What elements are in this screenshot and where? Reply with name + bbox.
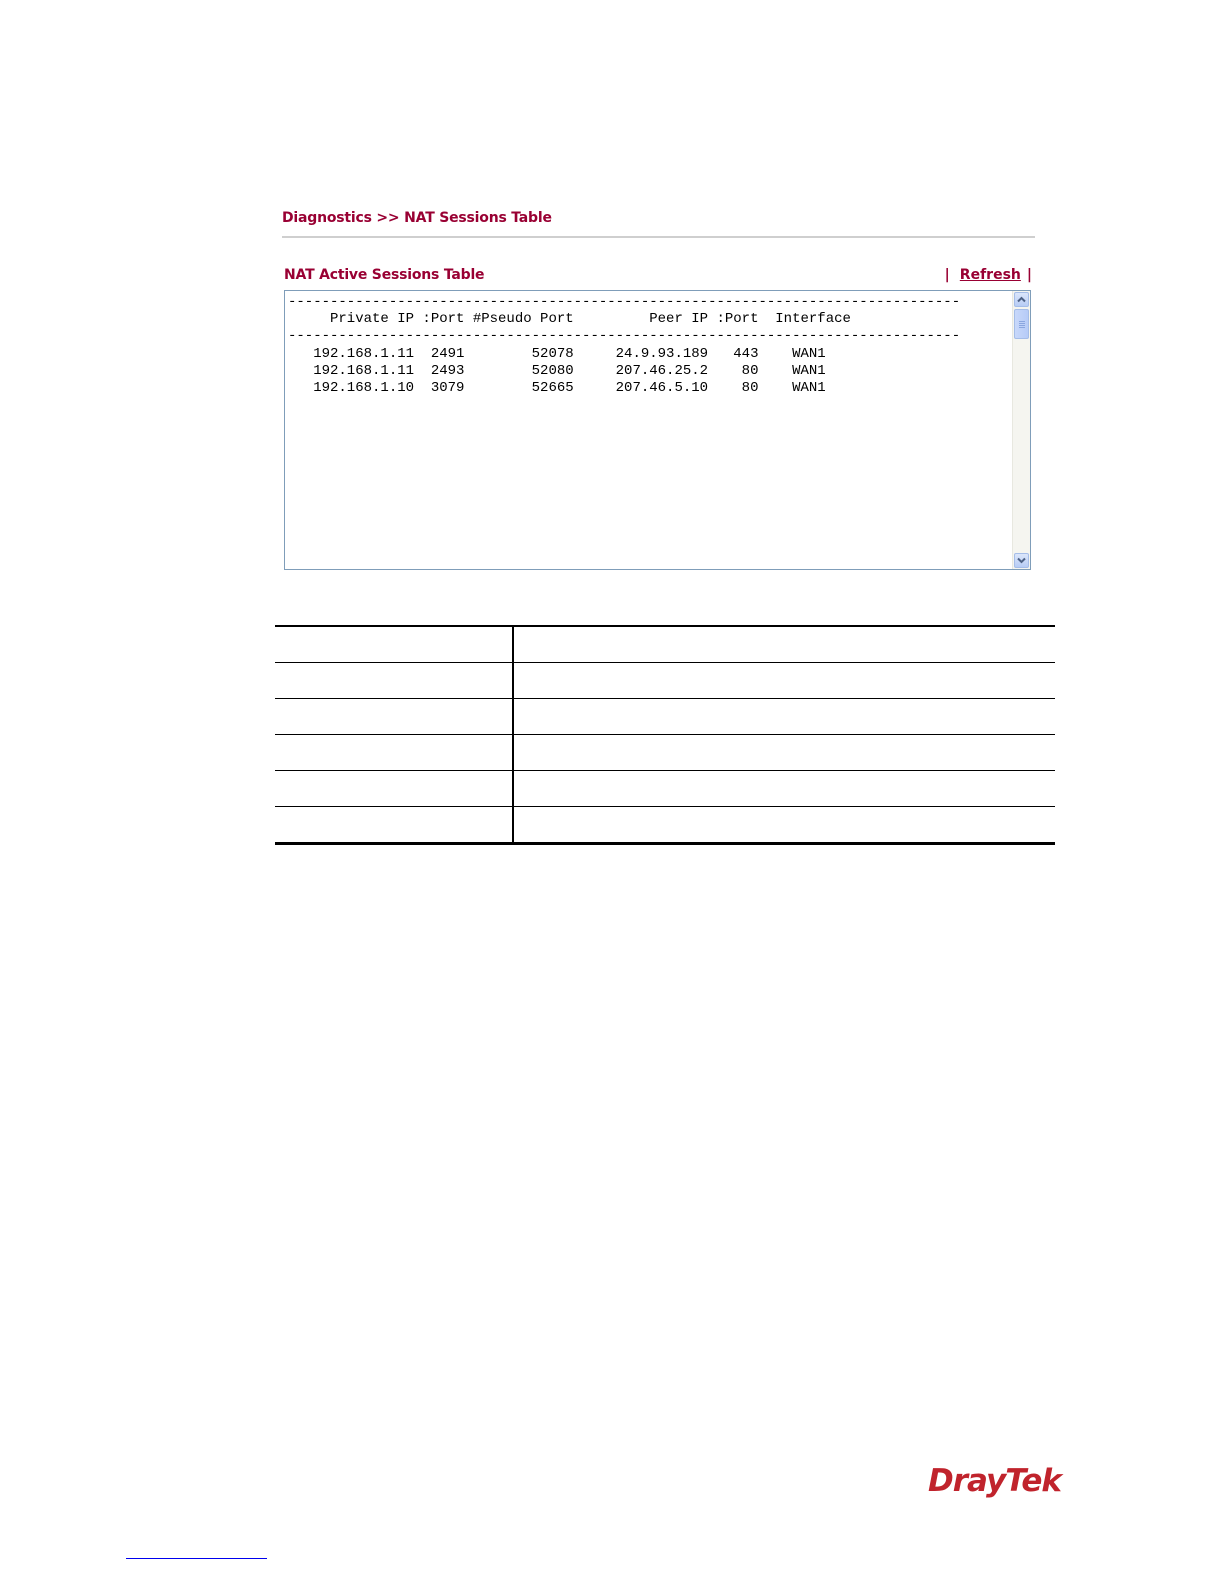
breadcrumb-divider [282, 236, 1035, 238]
table-cell [513, 735, 1055, 771]
table-cell [513, 807, 1055, 844]
grip-line [1019, 321, 1025, 322]
refresh-link[interactable]: Refresh [959, 267, 1021, 283]
vertical-scrollbar[interactable] [1012, 291, 1030, 569]
sessions-content [288, 294, 960, 397]
table-cell [513, 699, 1055, 735]
session-row: 192.168.1.11 2491 52078 24.9.93.189 443 WAN1 [288, 345, 826, 362]
table-cell [513, 626, 1055, 663]
table-row [275, 699, 1055, 735]
sessions-textarea[interactable] [284, 290, 1031, 570]
grip-line [1019, 325, 1025, 326]
sessions-table-title: NAT Active Sessions Table [284, 267, 485, 283]
table-row [275, 626, 1055, 663]
table-cell [513, 663, 1055, 699]
grip-line [1019, 327, 1025, 328]
chevron-up-icon [1017, 296, 1026, 303]
session-row: 192.168.1.11 2493 52080 207.46.25.2 80 WAN1 [288, 362, 826, 379]
scroll-up-button[interactable] [1014, 292, 1029, 307]
sessions-header: Private IP :Port #Pseudo Port Peer IP :Port Interface [288, 311, 851, 328]
refresh-bar [935, 267, 1032, 283]
table-row [275, 807, 1055, 844]
description-table [275, 625, 1055, 845]
table-cell [275, 735, 513, 771]
table-cell [513, 771, 1055, 807]
sessions-divider: -------------------------------------------------------------------------------- [288, 294, 961, 310]
footer-link-underline [126, 1558, 267, 1559]
scroll-thumb[interactable] [1014, 309, 1029, 339]
table-cell [275, 699, 513, 735]
table-cell [275, 771, 513, 807]
table-row [275, 771, 1055, 807]
scroll-down-button[interactable] [1014, 553, 1029, 568]
table-cell [275, 626, 513, 663]
table-row [275, 663, 1055, 699]
separator: | [944, 267, 950, 283]
session-row: 192.168.1.10 3079 52665 207.46.5.10 80 WAN1 [288, 380, 826, 397]
table-cell [275, 807, 513, 844]
table-row [275, 735, 1055, 771]
sessions-divider: -------------------------------------------------------------------------------- [288, 328, 961, 345]
grip-line [1019, 323, 1025, 324]
chevron-down-icon [1017, 557, 1026, 564]
table-cell [275, 663, 513, 699]
breadcrumb: Diagnostics >> NAT Sessions Table [282, 210, 552, 226]
separator: | [1026, 267, 1032, 283]
draytek-logo: DrayTek [928, 1463, 1061, 1499]
